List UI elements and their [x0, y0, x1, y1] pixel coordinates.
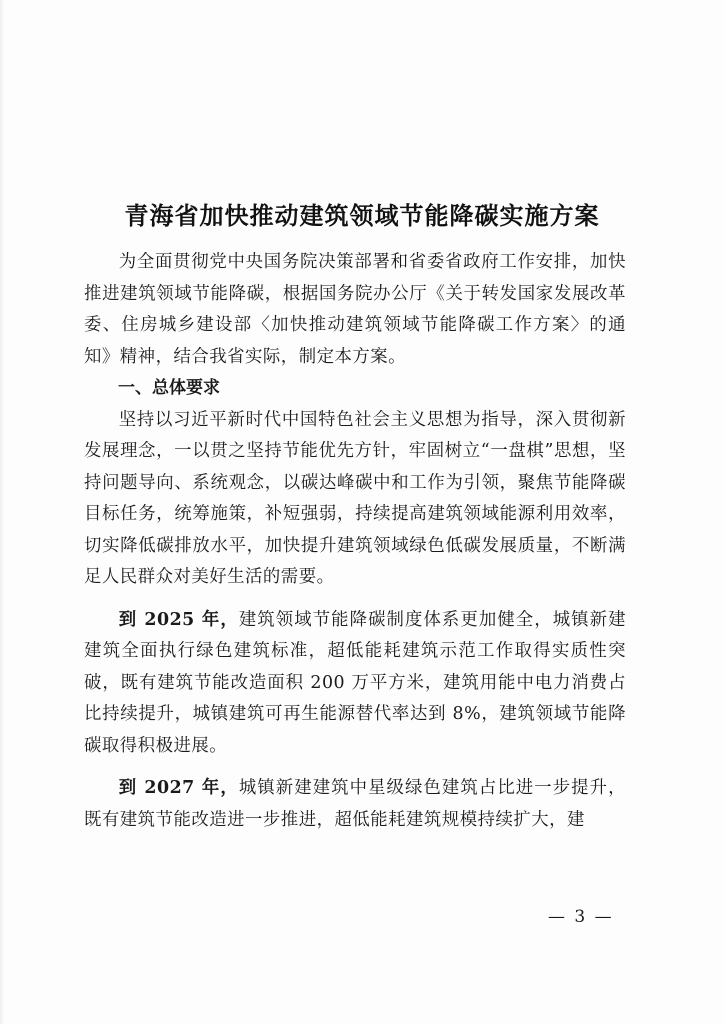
- goal-2027-text: 城镇新建建筑中星级绿色建筑占比进一步提升，既有建筑节能改造进一步推进，超低能耗建筑规模持续扩大，建: [84, 778, 626, 830]
- intro-paragraph: 为全面贯彻党中央国务院决策部署和省委省政府工作安排，加快推进建筑领域节能降碳，根据国务院办公厅《关于转发国家发展改革委、住房城乡建设部〈加快推动建筑领域节能降碳工作方案〉的通知》精神，结合我省实际，制定本方案。: [84, 252, 626, 367]
- page-number: — 3 —: [548, 907, 614, 927]
- document-body: [84, 247, 626, 836]
- goal-2025-paragraph: [84, 605, 626, 763]
- goal-2027-lead: 到 2027 年，: [118, 778, 239, 798]
- section-heading: 一、总体要求: [118, 378, 220, 398]
- guiding-principle-paragraph: 坚持以习近平新时代中国特色社会主义思想为指导，深入贯彻新发展理念，一以贯之坚持节能优先方针，牢固树立“一盘棋”思想，坚持问题导向、系统观念，以碳达峰碳中和工作为引领，聚焦节能降碳目标任务，统筹施策，补短强弱，持续提高建筑领域能源利用效率，切实降低碳排放水平，加快提升建筑领域绿色低碳发展质量，不断满足人民群众对美好生活的需要。: [84, 409, 626, 587]
- document-title: 青海省加快推动建筑领域节能降碳实施方案: [124, 202, 600, 230]
- goal-2025-lead: 到 2025 年，: [118, 609, 239, 630]
- goal-2025-text: 建筑领域节能降碳制度体系更加健全，城镇新建建筑全面执行绿色建筑标准，超低能耗建筑示范工作取得实质性突破，既有建筑节能改造面积 200 万平方米，建筑用能中电力消费占比持续提升，城镇建筑可再生能源替代率达到 8%，建筑领域节能降碳取得积极进展。: [84, 609, 626, 756]
- goal-2027-paragraph: [84, 773, 626, 836]
- scan-edge-shadow: [0, 0, 4, 1024]
